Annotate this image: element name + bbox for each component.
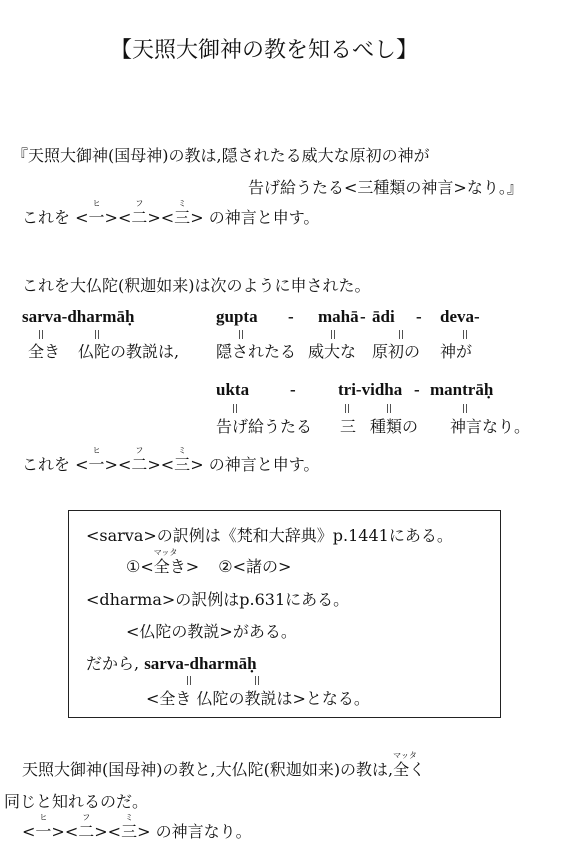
gloss-zenki: 全き [28,342,61,361]
sanskrit-ukta: ukta [216,380,250,399]
dakara-text: だから, [86,654,140,673]
eq-mark: || [398,330,405,340]
hifumi-sequence: <一 ヒ ><二 フ ><三 ミ > [22,813,151,841]
hifumi-sequence: <一 ヒ ><二 フ ><三 ミ > [75,446,204,474]
eq-mark: || [462,330,469,340]
intro-line-1: 『天照大御神(国母神)の教は,隠されたる威大な原初の神が [12,146,430,165]
gloss-kami: 神が [440,342,473,361]
koreo-text: これを [22,208,71,227]
box-sanskrit: sarva-dharmāḥ [144,654,257,673]
sanskrit-dash-5: - [414,380,420,399]
eq-mark: || [386,404,393,414]
sanskrit-adi: ādi [372,307,395,326]
matta-ruby: 全 マッタ [393,751,417,779]
gloss-idai: 威大な [308,342,357,361]
box-dakara-line [86,654,257,674]
hifumi-line-1 [22,199,320,228]
eq-mark: || [254,676,261,686]
eq-mark: || [344,404,351,414]
sanskrit-tri-vidha: tri-vidha [338,380,403,399]
sanskrit-maha: mahā [318,307,359,326]
hifumi-line-2 [22,446,320,475]
sanskrit-gupta: gupta [216,307,258,326]
eq-mark: || [238,330,245,340]
option-2: ②<諸の> [218,557,292,576]
sanskrit-dash-3: - [416,307,422,326]
final-text: の神言なり。 [155,822,252,841]
gloss-gensho: 原初の [372,342,421,361]
sanskrit-deva: deva- [440,307,480,326]
gloss-shingen: 神言なり。 [450,417,531,436]
sanskrit-dash-1: - [288,307,294,326]
hifumi-sequence: <一 ヒ ><二 フ ><三 ミ > [75,199,204,227]
eq-mark: || [38,330,45,340]
sanskrit-dash-4: - [290,380,296,399]
conclusion-line-1: 天照大御神(国母神)の教と,大仏陀(釈迦如来)の教は,全 マッタ く [22,751,426,779]
eq-mark: || [462,404,469,414]
sanskrit-mantrah: mantrāḥ [430,380,494,399]
box-result: <全き 仏陀の教説は>となる。 [146,689,370,708]
gloss-kakusare: 隠されたる [216,342,297,361]
conclusion-line-3 [22,813,252,842]
eq-mark: || [232,404,239,414]
sanskrit-dash-2: - [360,307,366,326]
box-options [126,548,292,577]
conclusion-line-2: 同じと知れるのだ。 [4,792,149,811]
gloss-butsuda: 仏陀の教説は, [78,342,180,361]
box-line-4: <仏陀の教説>がある。 [126,622,297,641]
gloss-tsuge: 告げ給うたる [216,417,313,436]
page-title: 【天照大御神の教を知るべし】 [110,38,419,63]
intro-line-2: 告げ給うたる<三種類の神言>なり。』 [248,178,523,197]
gloss-shurui: 種類の [370,417,419,436]
sanskrit-sarva: sarva-dharmāḥ [22,307,135,326]
box-line-1: <sarva>の訳例は《梵和大辞典》p.1441にある。 [86,526,453,545]
eq-mark: || [330,330,337,340]
option-1: ①<全 マッタ き> [126,548,200,576]
shingen-to-mosu-text: の神言と申す。 [208,208,320,227]
eq-mark: || [186,676,193,686]
buddha-line: これを大仏陀(釈迦如来)は次のように申された。 [22,276,371,295]
koreo-text: これを [22,455,71,474]
eq-mark: || [94,330,101,340]
gloss-san: 三 [340,417,357,436]
shingen-to-mosu-text: の神言と申す。 [208,455,320,474]
box-line-3: <dharma>の訳例はp.631にある。 [86,590,350,609]
